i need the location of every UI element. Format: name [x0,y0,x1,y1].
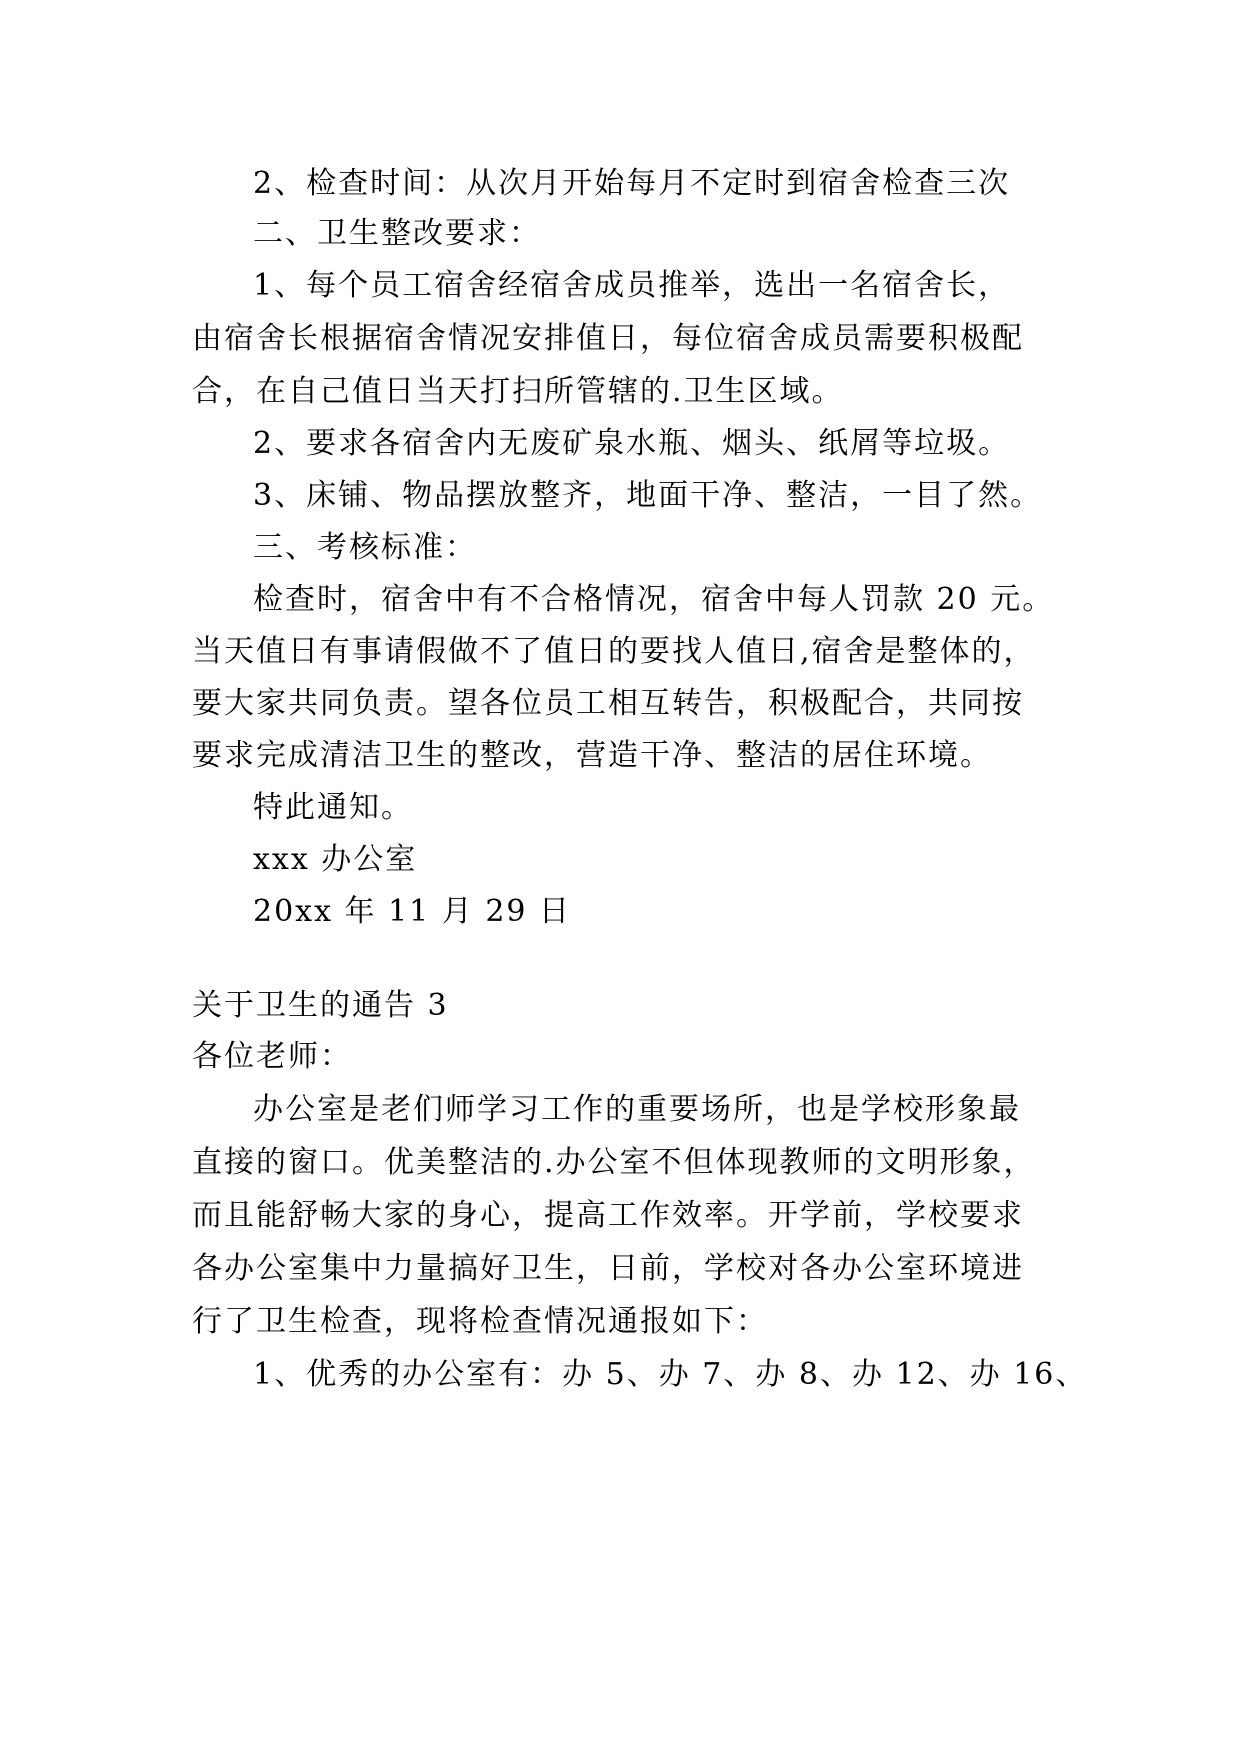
paragraph-line-1: 办公室是老们师学习工作的重要场所，也是学校形象最 [253,1092,1021,1127]
paragraph-line-3: 而且能舒畅大家的身心，提高工作效率。开学前，学校要求 [192,1198,1024,1233]
paragraph-line-2: 直接的窗口。优美整洁的.办公室不但体现教师的文明形象， [192,1145,1036,1180]
requirement-2: 2、要求各宿舍内无废矿泉水瓶、烟头、纸屑等垃圾。 [253,426,1011,461]
requirement-1-line-3: 合，在自己值日当天打扫所管辖的.卫生区域。 [192,374,844,409]
signature-office: xxx 办公室 [253,842,418,877]
standard-line-1: 检查时，宿舍中有不合格情况，宿舍中每人罚款 20 元。 [253,582,1055,617]
paragraph-line-5: 行了卫生检查，现将检查情况通报如下： [192,1304,768,1339]
section-title: 关于卫生的通告 3 [192,988,449,1023]
requirement-3: 3、床铺、物品摆放整齐，地面干净、整洁，一目了然。 [253,478,1043,513]
salutation: 各位老师： [192,1039,352,1074]
requirement-1-line-2: 由宿舍长根据宿舍情况安排值日，每位宿舍成员需要积极配 [192,321,1024,356]
requirement-1-line-1: 1、每个员工宿舍经宿舍成员推举，选出一名宿舍长， [253,268,1011,303]
inspection-time-line: 2、检查时间：从次月开始每月不定时到宿舍检查三次 [253,166,1011,201]
standard-line-4: 要求完成清洁卫生的整改，营造干净、整洁的居住环境。 [192,738,992,773]
heading-standard: 三、考核标准： [253,530,477,565]
excellent-offices-item: 1、优秀的办公室有：办 5、办 7、办 8、办 12、办 16、 [253,1357,1088,1392]
heading-requirements: 二、卫生整改要求： [253,216,541,251]
standard-line-3: 要大家共同负责。望各位员工相互转告，积极配合，共同按 [192,686,1024,721]
paragraph-line-4: 各办公室集中力量搞好卫生，日前，学校对各办公室环境进 [192,1251,1024,1286]
standard-line-2: 当天值日有事请假做不了值日的要找人值日,宿舍是整体的， [192,634,1036,669]
signature-date: 20xx 年 11 月 29 日 [253,894,572,929]
closing-text: 特此通知。 [253,790,413,825]
